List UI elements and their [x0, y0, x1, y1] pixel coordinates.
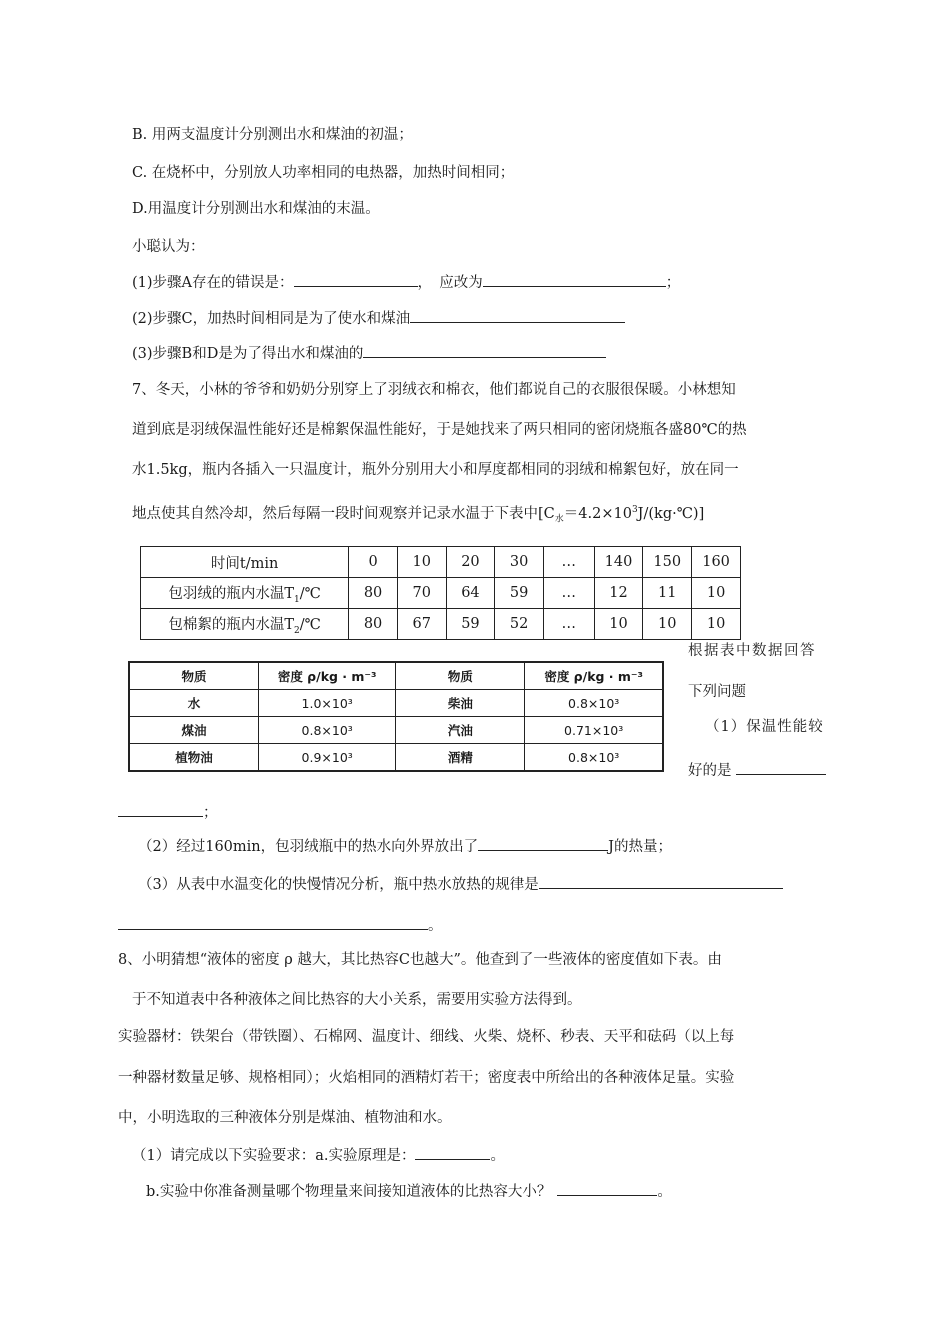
table-cell: 11: [643, 578, 692, 609]
answer-blank[interactable]: [736, 760, 826, 775]
table-header-cell: 150: [643, 547, 692, 578]
table-cell: 70: [397, 578, 446, 609]
table-row: [129, 690, 663, 717]
table-header-cell: 密度 ρ/kg · m⁻³: [525, 662, 663, 690]
punctuation: ；: [665, 275, 681, 291]
table-header-cell: 160: [692, 547, 741, 578]
step-c: C. 在烧杯中，分别放人功率相同的电热器，加热时间相同；: [132, 165, 515, 181]
table-cell: 10: [692, 609, 741, 640]
table-cell: 柴油: [396, 690, 525, 717]
table-cell: 67: [397, 609, 446, 640]
equipment-line-1: 实验器材：铁架台（带铁圈）、石棉网、温度计、细线、火柴、烧杯、秒表、天平和砝码（以上每: [118, 1029, 735, 1045]
problem-7-line-1: 7、冬天，小林的爷爷和奶奶分别穿上了羽绒衣和棉衣，他们都说自己的衣服很保暖。小林想知: [132, 382, 736, 398]
table-header-cell: …: [543, 547, 594, 578]
q8-b-text: b.实验中你准备测量哪个物理量来间接知道液体的比热容大小？: [146, 1184, 552, 1200]
table-cell: 0.9×10³: [258, 744, 395, 772]
question-2-line: [132, 308, 625, 329]
problem-7-line-2: 道到底是羽绒保温性能好还是棉絮保温性能好，于是她找来了两只相同的密闭烧瓶各盛80℃的热: [132, 422, 747, 438]
side-text-4: 好的是: [688, 763, 732, 779]
subscript: 2: [294, 625, 300, 636]
table-cell: 0.8×10³: [258, 717, 395, 744]
table-cell: 80: [349, 578, 398, 609]
row-label-unit: /℃: [299, 585, 321, 602]
table-cell: 0.8×10³: [525, 690, 663, 717]
question-1-line: [132, 272, 680, 293]
temperature-table: [140, 546, 741, 640]
side-text-4-line: [688, 760, 826, 781]
equipment-line-3: 中，小明选取的三种液体分别是煤油、植物油和水。: [118, 1110, 452, 1126]
equipment-line-2: 一种器材数量足够、规格相同）；火焰相同的酒精灯若干；密度表中所给出的各种液体足量。实验: [118, 1070, 735, 1086]
q7-2-text: （2）经过160min，包羽绒瓶中的热水向外界放出了: [138, 839, 479, 855]
answer-blank[interactable]: [118, 802, 203, 817]
table-cell: 酒精: [396, 744, 525, 772]
answer-blank[interactable]: [294, 272, 418, 287]
q7-3-continuation: [118, 915, 443, 936]
problem-8-line-2: 于不知道表中各种液体之间比热容的大小关系，需要用实验方法得到。: [132, 992, 582, 1008]
q8-1-line: [132, 1145, 505, 1166]
table-header-cell: 物质: [396, 662, 525, 690]
question-1-text: (1)步骤A存在的错误是：: [132, 275, 294, 291]
table-row: [129, 744, 663, 772]
table-cell: …: [543, 609, 594, 640]
q7-2-unit: J的热量；: [608, 839, 672, 855]
table-cell: 10: [643, 609, 692, 640]
table-row: [129, 717, 663, 744]
answer-blank[interactable]: [483, 272, 666, 287]
q8-b-line: [146, 1181, 672, 1202]
answer-blank[interactable]: [118, 915, 428, 930]
row-label-text: 包羽绒的瓶内水温T: [168, 585, 295, 602]
problem-7-line-3: 水1.5kg，瓶内各插入一只温度计，瓶外分别用大小和厚度都相同的羽绒和棉絮包好，放在同一: [132, 462, 739, 478]
answer-blank[interactable]: [410, 308, 625, 323]
superscript: 3: [631, 505, 638, 515]
table-cell: 52: [495, 609, 544, 640]
table-header-cell: 物质: [129, 662, 258, 690]
question-3-text: (3)步骤B和D是为了得出水和煤油的: [132, 346, 364, 362]
q7-2-line: [138, 836, 672, 857]
answer-blank[interactable]: [363, 343, 606, 358]
table-cell: 0.71×10³: [525, 717, 663, 744]
punctuation: ；: [203, 805, 218, 821]
table-cell: 64: [446, 578, 495, 609]
punctuation: 。: [490, 1148, 505, 1164]
answer-blank[interactable]: [415, 1145, 490, 1160]
problem-7-text: 地点使其自然冷却，然后每隔一段时间观察并记录水温于下表中[C: [132, 505, 555, 522]
table-header-cell: 20: [446, 547, 495, 578]
answer-blank[interactable]: [557, 1181, 657, 1196]
table-cell: 1.0×10³: [258, 690, 395, 717]
table-cell: 59: [495, 578, 544, 609]
problem-7-text: J/(kg·℃)]: [637, 505, 705, 522]
table-cell: 汽油: [396, 717, 525, 744]
side-text-3: （1）保温性能较: [705, 719, 824, 735]
question-1-fix-text: ， 应改为: [417, 275, 483, 291]
question-3-line: [132, 343, 606, 364]
step-b: B. 用两支温度计分别测出水和煤油的初温；: [132, 127, 413, 143]
step-d: D.用温度计分别测出水和煤油的末温。: [132, 201, 380, 217]
density-table: [128, 661, 664, 772]
subscript: 水: [554, 514, 564, 525]
punctuation: 。: [657, 1184, 672, 1200]
problem-7-line-4: [132, 500, 704, 530]
table-cell: 煤油: [129, 717, 258, 744]
row-label-cotton: [141, 609, 349, 640]
table-header-cell: 140: [594, 547, 643, 578]
table-header-cell: 时间t/min: [141, 547, 349, 578]
table-cell: 80: [349, 609, 398, 640]
table-cell: 植物油: [129, 744, 258, 772]
table-cell: 10: [594, 609, 643, 640]
table-row: [141, 578, 741, 609]
xiaocong-intro: 小聪认为：: [132, 239, 205, 255]
side-text-1: 根据表中数据回答: [688, 643, 816, 659]
q7-3-text: （3）从表中水温变化的快慢情况分析，瓶中热水放热的规律是: [138, 877, 539, 893]
question-2-text: (2)步骤C，加热时间相同是为了使水和煤油: [132, 311, 411, 327]
side-text-2: 下列问题: [688, 684, 746, 700]
table-cell: 12: [594, 578, 643, 609]
table-header-cell: 30: [495, 547, 544, 578]
row-label-unit: /℃: [299, 616, 321, 633]
q7-1-continuation: [118, 802, 218, 823]
subscript: 1: [294, 594, 300, 605]
problem-8-line-1: 8、小明猜想“液体的密度 ρ 越大，其比热容C也越大”。他查到了一些液体的密度值如下表。由: [118, 952, 722, 968]
table-header-cell: 密度 ρ/kg · m⁻³: [258, 662, 395, 690]
row-label-down: [141, 578, 349, 609]
q7-3-line: [138, 874, 783, 895]
answer-blank[interactable]: [539, 874, 783, 889]
punctuation: 。: [428, 918, 443, 934]
table-row: [141, 609, 741, 640]
table-cell: 10: [692, 578, 741, 609]
q8-1-text: （1）请完成以下实验要求：a.实验原理是：: [132, 1148, 416, 1164]
table-header-cell: 10: [397, 547, 446, 578]
table-cell: …: [543, 578, 594, 609]
problem-7-text: ＝4.2×10: [563, 505, 632, 522]
table-header-cell: 0: [349, 547, 398, 578]
table-row: [129, 662, 663, 690]
answer-blank[interactable]: [478, 836, 608, 851]
table-cell: 59: [446, 609, 495, 640]
table-row: [141, 547, 741, 578]
table-cell: 0.8×10³: [525, 744, 663, 772]
row-label-text: 包棉絮的瓶内水温T: [168, 616, 295, 633]
table-cell: 水: [129, 690, 258, 717]
